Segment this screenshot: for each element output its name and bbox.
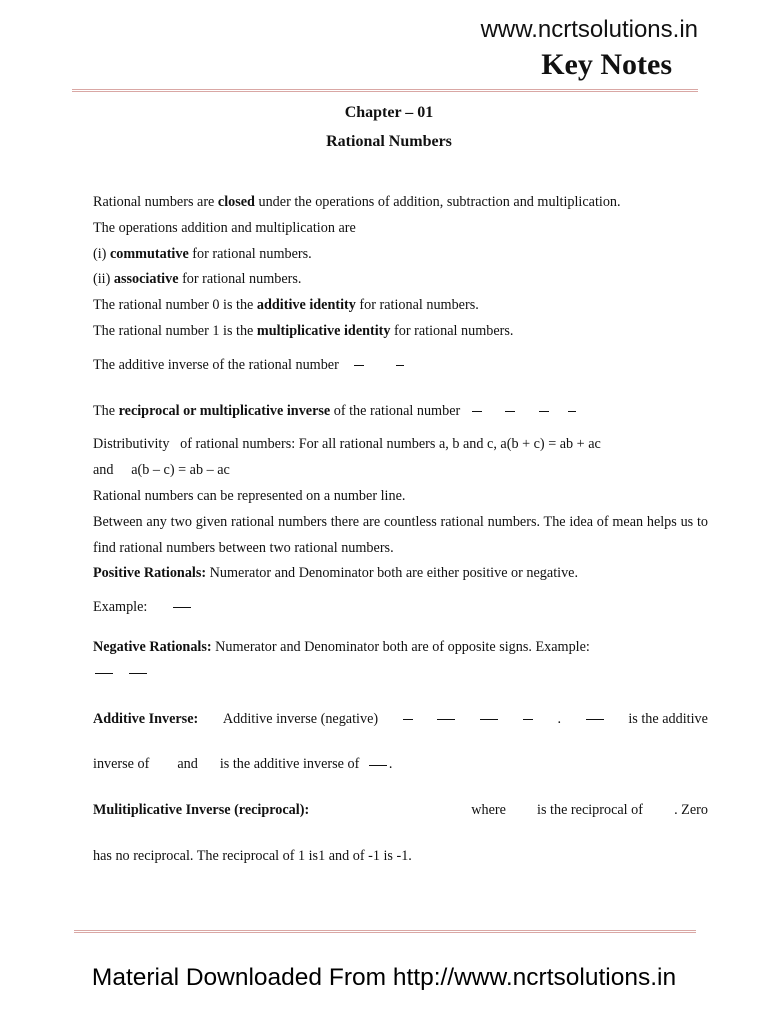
additive-inverse-continued: inverse of and is the additive inverse of . <box>93 752 708 778</box>
fraction-bar <box>437 707 455 733</box>
fraction-bar <box>505 399 515 425</box>
fraction-bar <box>396 353 404 379</box>
site-url: www.ncrtsolutions.in <box>480 16 698 43</box>
text: for rational numbers. <box>178 271 302 288</box>
text: Distributivity <box>93 436 170 453</box>
fraction-bar <box>568 399 576 425</box>
keyword-reciprocal: reciprocal or multiplicative inverse <box>118 402 331 419</box>
negative-rationals-line <box>93 635 708 661</box>
associative-line <box>93 267 708 293</box>
additive-identity-line <box>93 293 708 319</box>
multiplicative-identity-line <box>93 319 708 345</box>
keyword-commutative: commutative <box>109 245 189 262</box>
text: and <box>93 462 114 479</box>
text: is the additive <box>628 710 708 727</box>
text: where <box>471 802 506 819</box>
text: is the additive inverse of <box>219 756 360 773</box>
keyword-positive-rationals: Positive Rationals: <box>93 565 207 582</box>
closure-paragraph <box>93 190 708 216</box>
fraction-bar <box>586 707 604 733</box>
text: a(b – c) = ab – ac <box>131 462 230 479</box>
text: Numerator and Denominator both are either positive or negative. <box>206 565 579 582</box>
keyword-associative: associative <box>113 271 179 288</box>
keyword-additive-identity: additive identity <box>256 297 356 314</box>
text: Example: <box>93 599 148 616</box>
distributivity-paragraph <box>93 432 708 458</box>
key-notes-heading: Key Notes <box>541 48 672 81</box>
additive-inverse-definition <box>93 707 708 733</box>
text: of the rational number <box>330 402 461 419</box>
fraction-bar <box>403 707 413 733</box>
fraction-bar <box>472 399 482 425</box>
text: (ii) <box>93 271 114 288</box>
notes-content <box>93 190 708 870</box>
keyword-closed: closed <box>217 194 255 210</box>
zero-reciprocal-line: has no reciprocal. The reciprocal of 1 is1 and of -1 is -1. <box>93 847 412 864</box>
number-line-line: Rational numbers can be represented on a number line. <box>93 487 406 504</box>
bottom-divider <box>74 930 696 933</box>
text: under the operations of addition, subtraction and multiplication. <box>254 194 621 210</box>
top-divider <box>72 89 698 92</box>
text: inverse of <box>93 756 150 773</box>
positive-example-line <box>93 595 708 621</box>
footer-text: Material Downloaded From http://www.ncrtsolutions.in <box>91 964 677 991</box>
reciprocal-line <box>93 399 708 425</box>
text: (i) <box>93 245 110 262</box>
text: The additive inverse of the rational number <box>93 356 339 373</box>
text: Rational numbers are <box>93 194 218 210</box>
text: . Zero <box>674 802 708 819</box>
keyword-negative-rationals: Negative Rationals: <box>93 638 212 655</box>
text: and <box>177 756 198 773</box>
commutative-line <box>93 242 708 268</box>
fraction-bar <box>354 353 364 379</box>
distributivity-subtraction-line <box>93 458 708 484</box>
keyword-multiplicative-inverse: Mulitiplicative Inverse (reciprocal): <box>93 802 310 819</box>
fraction-bar <box>539 399 549 425</box>
fraction-bar <box>95 661 113 687</box>
text: The rational number 0 is the <box>93 297 257 314</box>
fraction-bar <box>369 752 387 778</box>
text: The rational number 1 is the <box>93 322 257 339</box>
text: Additive inverse (negative) <box>222 710 379 727</box>
fraction-bar <box>173 595 191 621</box>
text: is the reciprocal of <box>537 802 643 819</box>
text: Numerator and Denominator both are of opposite signs. Example: <box>211 638 590 655</box>
fraction-bar <box>129 661 147 687</box>
mean-paragraph: Between any two given rational numbers there are countless rational numbers. The idea of mean helps us to find rational numbers between two rational numbers. <box>93 513 708 556</box>
subject-title: Rational Numbers <box>326 133 452 150</box>
text: of rational numbers: For all rational numbers a, b and c, a(b + c) = ab + ac <box>180 436 601 453</box>
text: for rational numbers. <box>188 245 312 262</box>
multiplicative-inverse-definition <box>93 798 708 824</box>
positive-rationals-line <box>93 561 708 587</box>
text: for rational numbers. <box>355 297 479 314</box>
keyword-multiplicative-identity: multiplicative identity <box>256 322 391 339</box>
fraction-bar <box>523 707 533 733</box>
additive-inverse-line <box>93 353 708 379</box>
chapter-title: Chapter – 01 <box>344 104 434 121</box>
text: for rational numbers. <box>390 322 514 339</box>
text: The <box>93 402 119 419</box>
keyword-additive-inverse: Additive Inverse: <box>93 710 199 727</box>
period: . <box>557 710 562 727</box>
negative-example-line <box>93 661 708 687</box>
fraction-bar <box>480 707 498 733</box>
operations-line: The operations addition and multiplication are <box>93 219 356 236</box>
